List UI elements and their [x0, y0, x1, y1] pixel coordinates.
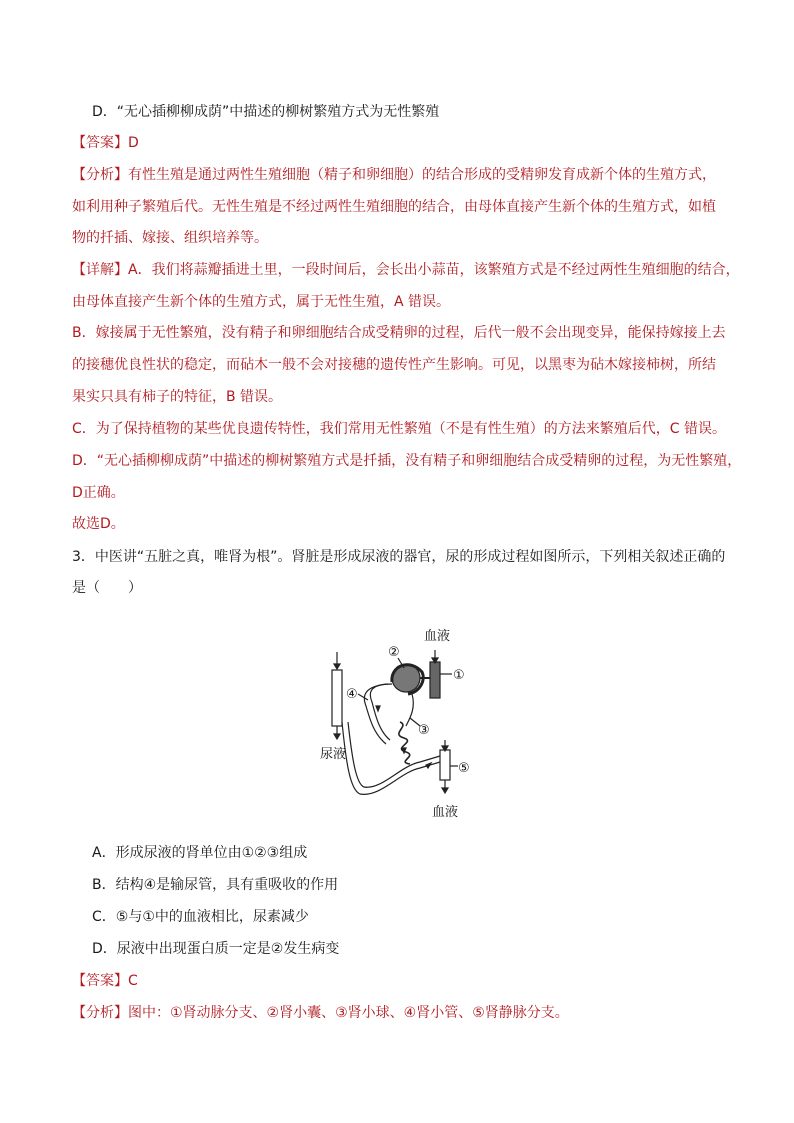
analysis-tag: 【分析】: [72, 167, 128, 183]
detail-tag: 【详解】: [72, 262, 128, 278]
label-blood-top: 血液: [424, 629, 451, 644]
detail-line: 果实只具有柿子的特征，B 错误。: [72, 389, 283, 405]
analysis-line: 物的扦插、嫁接、组织培养等。: [72, 230, 268, 246]
leader-line: [358, 694, 368, 700]
analysis-tag: 【分析】: [72, 1005, 128, 1021]
detail-row-1: [72, 260, 740, 280]
detail-line: 的接穗优良性状的稳定，而砧木一般不会对接穗的遗传性产生影响。可见，以黑枣为砧木嫁接柿树，所结: [72, 357, 716, 373]
nephron-diagram-svg: [320, 622, 480, 820]
prev-option-d: D．“无心插柳柳成荫”中描述的柳树繁殖方式为无性繁殖: [92, 104, 440, 120]
analysis-line: 如利用种子繁殖后代。无性生殖是不经过两性生殖细胞的结合，由母体直接产生新个体的生殖方式，如植: [72, 199, 716, 215]
capillary-network: [399, 722, 410, 764]
option-c: C．⑤与①中的血液相比，尿素减少: [92, 909, 309, 925]
label-n5: ⑤: [458, 761, 470, 776]
label-n3: ③: [418, 723, 430, 738]
detail-line: C．为了保持植物的某些优良遗传特性，我们常用无性繁殖（不是有性生殖）的方法来繁殖后代，C 错误。: [72, 421, 726, 437]
answer-value: C: [128, 973, 138, 989]
detail-conclusion: 故选D。: [72, 516, 125, 532]
detail-line: D．“无心插柳柳成荫”中描述的柳树繁殖方式是扦插，没有精子和卵细胞结合成受精卵的过程，为无性繁殖，: [72, 453, 742, 469]
arrow-head-icon: [334, 734, 340, 739]
vein-vessel: [440, 750, 450, 780]
question-3-line: 是（ ）: [72, 580, 142, 596]
collecting-duct: [332, 670, 342, 726]
answer-row-3: [72, 971, 138, 991]
analysis-row-3: [72, 1003, 569, 1023]
detail-line: B．嫁接属于无性繁殖，没有精子和卵细胞结合成受精卵的过程，后代一般不会出现变异，能保持嫁接上去: [72, 325, 726, 341]
artery-vessel: [430, 662, 440, 698]
answer-tag: 【答案】: [72, 973, 128, 989]
arrow-head-icon: [334, 664, 340, 669]
option-a: A．形成尿液的肾单位由①②③组成: [92, 845, 308, 861]
nephron-diagram: [320, 622, 480, 820]
answer-row-1: [72, 133, 139, 153]
answer-value: D: [128, 135, 139, 151]
arrow-head-icon: [442, 788, 448, 793]
analysis-text: 图中：①肾动脉分支、②肾小囊、③肾小球、④肾小管、⑤肾静脉分支。: [128, 1005, 569, 1021]
option-d: D．尿液中出现蛋白质一定是②发生病变: [92, 941, 340, 957]
analysis-row-1: [72, 165, 716, 185]
label-urine: 尿液: [320, 747, 347, 762]
option-b: B．结构④是输尿管，具有重吸收的作用: [92, 877, 339, 893]
flow-arrow-icon: [376, 706, 380, 711]
answer-tag: 【答案】: [72, 135, 128, 151]
label-n1: ①: [453, 668, 465, 683]
question-3-line: 3．中医讲“五脏之真，唯肾为根”。肾脏是形成尿液的器官，尿的形成过程如图所示，下列相关叙述正确的: [72, 549, 726, 565]
detail-line: D正确。: [72, 485, 125, 501]
proximal-tubule: [370, 684, 392, 740]
label-n2: ②: [388, 645, 400, 660]
efferent-vessel: [406, 694, 413, 726]
label-blood-bottom: 血液: [432, 805, 459, 820]
detail-line: A．我们将蒜瓣插进土里，一段时间后，会长出小蒜苗，该繁殖方式是不经过两性生殖细胞的结合，: [128, 262, 740, 278]
label-n4: ④: [346, 687, 358, 702]
detail-line: 由母体直接产生新个体的生殖方式，属于无性生殖，A 错误。: [72, 294, 451, 310]
analysis-line: 有性生殖是通过两性生殖细胞（精子和卵细胞）的结合形成的受精卵发育成新个体的生殖方式，: [128, 167, 716, 183]
